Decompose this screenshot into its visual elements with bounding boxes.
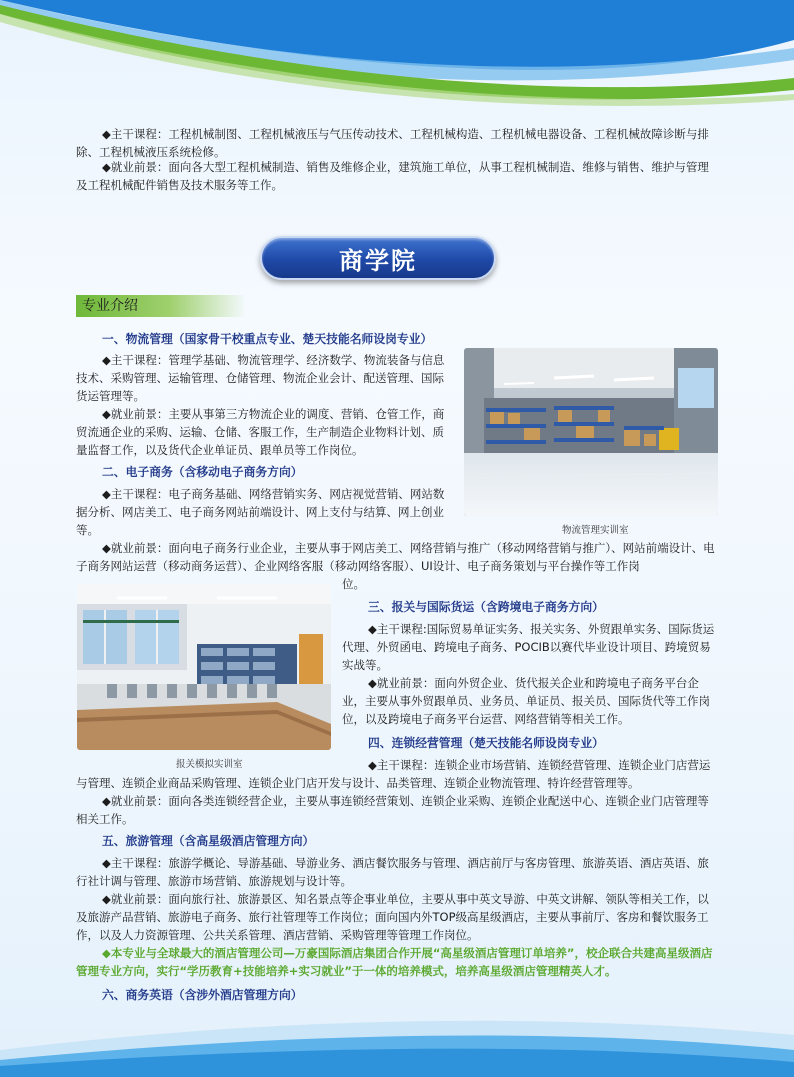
major-heading-tourism: 五、旅游管理（含高星级酒店管理方向） [102,834,315,848]
major-heading-ecommerce: 二、电子商务（含移动电子商务方向） [102,465,303,479]
tourism-courses: ◆主干课程：旅游学概论、导游基础、导游业务、酒店餐饮服务与管理、酒店前厅与客房管理、旅游英语、酒店英语、旅行社计调与管理、旅游市场营销、旅游规划与设计等。 [76,856,709,888]
logistics-courses: ◆主干课程：管理学基础、物流管理学、经济数学、物流装备与信息技术、采购管理、运输管理、仓储管理、物流企业会计、配送管理、国际货运管理等。 [76,353,445,403]
college-title: 商学院 [260,236,496,280]
logistics-prospects: ◆就业前景：主要从事第三方物流企业的调度、营销、仓管工作，商贸流通企业的采购、运输、仓储、客服工作，生产制造企业物料计划、质量监督工作，以及货代企业单证员、跟单员等工作岗位。 [76,407,445,457]
top-wave-decoration [0,0,794,115]
major-heading-english: 六、商务英语（含涉外酒店管理方向） [102,988,303,1002]
chain-prospects: ◆就业前景：面向各类连锁经营企业，主要从事连锁经营策划、连锁企业采购、连锁企业配送中心、连锁企业门店管理等相关工作。 [76,794,709,826]
prospects-paragraph: ◆就业前景：面向各大型工程机械制造、销售及维修企业，建筑施工单位，从事工程机械制造、维修与销售、维护与管理及工程机械配件销售及技术服务等工作。 [76,160,709,192]
major-heading-logistics: 一、物流管理（国家骨干校重点专业、楚天技能名师设岗专业） [102,332,433,346]
ecommerce-prospects-end: 位。 [342,577,365,591]
warehouse-photo-caption: 物流管理实训室 [562,525,629,536]
ecommerce-prospects: ◆就业前景：面向电子商务行业企业，主要从事于网店美工、网络营销与推广（移动网络营销与推广）、网站前端设计、电子商务网站运营（移动商务运营）、企业网络客服（移动网络客服）、UI设计、电子商务策划与平台操作等工作岗 [76,541,715,573]
bottom-wave-decoration [0,1000,794,1077]
customs-prospects: ◆就业前景：面向外贸企业、货代报关企业和跨境电子商务平台企业，主要从事外贸跟单员、业务员、单证员、报关员、国际货代等工作岗位，以及跨境电子商务平台运营、网络营销等相关工作。 [342,676,710,726]
major-heading-chain: 四、连锁经营管理（楚天技能名师设岗专业） [368,736,604,750]
chain-courses: ◆主干课程：连锁企业市场营销、连锁经营管理、连锁企业门店营运 [368,758,711,772]
customs-courses: ◆主干课程:国际贸易单证实务、报关实务、外贸跟单实务、国际货运代理、外贸函电、跨境电子商务、POCIB以赛代毕业设计项目、跨境贸易实战等。 [342,622,715,672]
tourism-prospects: ◆就业前景：面向旅行社、旅游景区、知名景点等企事业单位，主要从事中英文导游、中英文讲解、领队等相关工作，以及旅游产品营销、旅游电子商务、旅行社管理等工作岗位；面向国内外TOP级高星级酒店，主要从事前厅、客房和餐饮服务工作，以及人力资源管理、公共关系管理、酒店营销、采购管理等管理工作岗位。 [76,892,709,942]
tourism-highlight: ◆本专业与全球最大的酒店管理公司—万豪国际酒店集团合作开展“高星级酒店管理订单培养”，校企联合共建高星级酒店管理专业方向，实行“学历教育+技能培养+实习就业”于一体的培养模式，培养高星级酒店管理精英人才。 [76,946,713,978]
section-label: 专业介绍 [76,295,246,317]
customs-photo [77,584,331,750]
major-heading-customs: 三、报关与国际货运（含跨境电子商务方向） [368,600,604,614]
customs-photo-caption: 报关模拟实训室 [176,759,243,770]
courses-paragraph: ◆主干课程：工程机械制图、工程机械液压与气压传动技术、工程机械构造、工程机械电器设备、工程机械故障诊断与排除、工程机械液压系统检修。 [76,127,709,159]
chain-courses-cont: 与管理、连锁企业商品采购管理、连锁企业门店开发与设计、品类管理、连锁企业物流管理、特许经营管理等。 [76,776,640,790]
ecommerce-courses: ◆主干课程：电子商务基础、网络营销实务、网店视觉营销、网站数据分析、网店美工、电子商务网站前端设计、网上支付与结算、网上创业等。 [76,487,445,537]
warehouse-photo [464,348,718,516]
